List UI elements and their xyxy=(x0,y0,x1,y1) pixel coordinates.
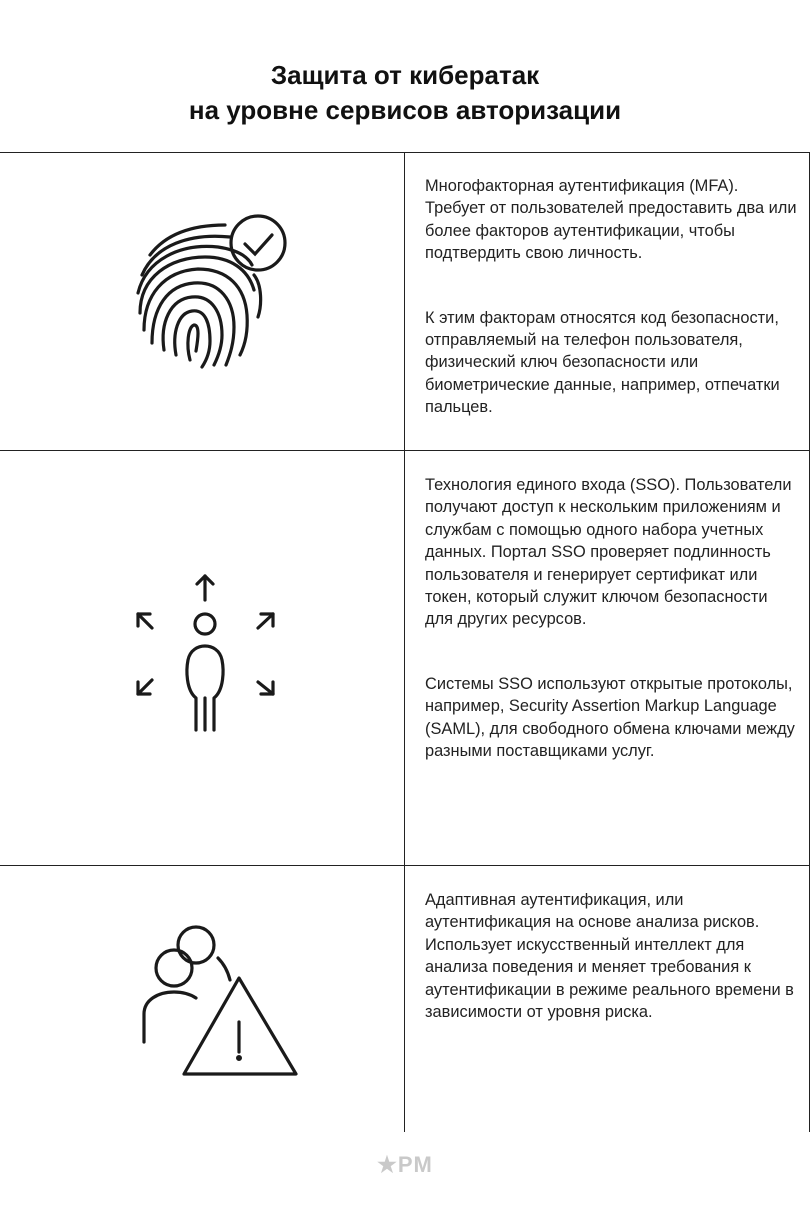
paragraph: Многофакторная аутентификация (MFA). Требует от пользователей предоставить два или более факторов аутентификации, чтобы подтвердить свою личность. xyxy=(425,177,797,263)
sso-description xyxy=(425,474,797,762)
row-divider xyxy=(0,450,810,451)
title-line-1: Защита от кибератак xyxy=(270,60,540,90)
paragraph: Технология единого входа (SSO). Пользователи получают доступ к нескольким приложениям и службам с помощью одного набора учетных данных. Портал SSO проверяет подлинность пользователя и генерирует сертификат или токен, который служит ключом безопасности для других ресурсов. xyxy=(425,476,792,629)
paragraph: Системы SSO используют открытые протоколы, например, Security Assertion Markup Language (SAML), для свободного обмена ключами между разными поставщиками услуг. xyxy=(425,674,795,761)
column-divider xyxy=(404,152,405,1132)
row-divider xyxy=(0,865,810,866)
paragraph: Адаптивная аутентификация, или аутентификация на основе анализа рисков. Использует искусственный интеллект для анализа поведения и меняет требования к аутентификации в режиме реального времени в зависимости от уровня риска. xyxy=(425,891,794,1022)
row-divider xyxy=(0,152,810,153)
rm-logo: ★PM xyxy=(377,1152,433,1177)
mfa-description xyxy=(425,175,797,419)
person-arrows-icon xyxy=(130,570,285,740)
title-line-2: на уровне сервисов авторизации xyxy=(188,95,622,125)
page-title xyxy=(0,58,810,128)
adaptive-auth-description xyxy=(425,889,797,1023)
fingerprint-check-icon xyxy=(130,205,300,375)
users-warning-icon xyxy=(140,918,305,1080)
paragraph: К этим факторам относятся код безопасности, отправляемый на телефон пользователя, физический ключ безопасности или биометрические данные, например, отпечатки пальцев. xyxy=(425,308,780,417)
